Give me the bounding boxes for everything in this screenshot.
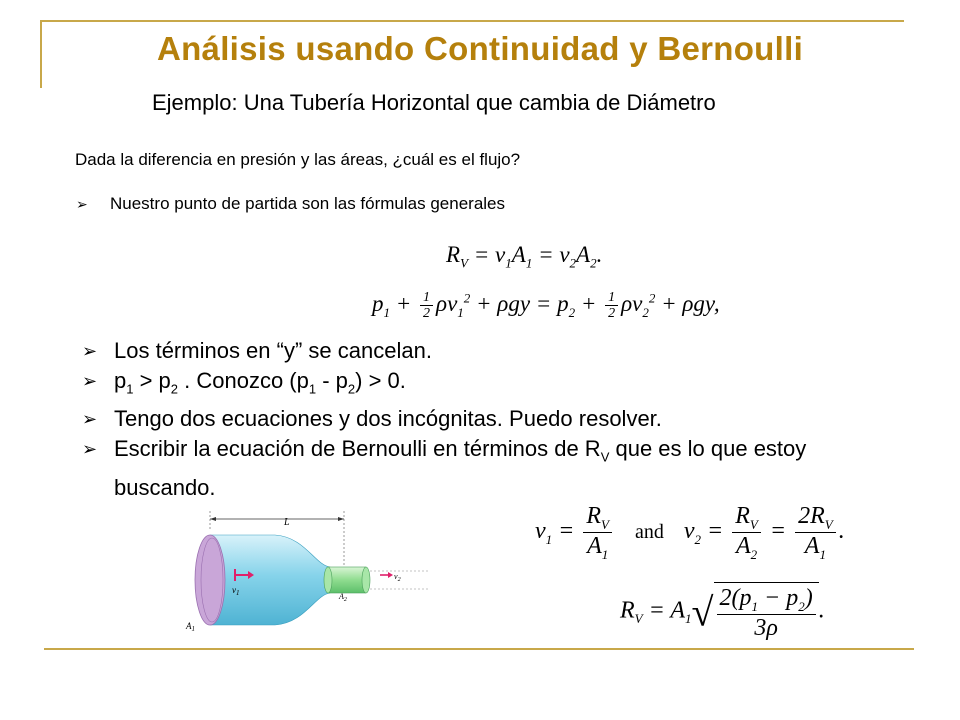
- flow-rate-equation: $R_V = A_1√$ $\frac{2(p_1 - p_2)}{3\rho}$ .: [620, 582, 825, 641]
- question-text: Dada la diferencia en presión y las áreas, ¿cuál es el flujo?: [75, 150, 521, 169]
- intro-bullet-text: Nuestro punto de partida son las fórmulas generales: [110, 194, 506, 213]
- velocity-2-arrow: [380, 572, 393, 578]
- intro-bullet: [76, 194, 505, 214]
- continuity-equation: $R_V = v_1A_1 = v_2A_2$.: [446, 242, 603, 271]
- arrow-bullet-icon: ➢: [82, 371, 98, 391]
- pipe-end-cap: [195, 535, 225, 625]
- list-item: ➢ Escribir la ecuación de Bernoulli en términos de $R_V$ que es lo que estoy buscando.: [82, 436, 807, 500]
- arrow-bullet-icon: ➢: [76, 195, 88, 212]
- slide-subtitle: Ejemplo: Una Tubería Horizontal que cambia de Diámetro: [152, 90, 716, 115]
- velocity-1-label: $v_1$: [232, 585, 240, 597]
- pipe-diagram: [180, 505, 430, 635]
- arrow-bullet-icon: ➢: [82, 439, 98, 460]
- bottom-rule: [44, 648, 914, 650]
- arrow-bullet-icon: ➢: [82, 341, 98, 361]
- top-rule: [40, 20, 904, 22]
- area-2-label: $A_2$: [339, 592, 347, 603]
- length-label: L: [284, 517, 290, 528]
- velocity-2-label: $v_2$: [394, 572, 401, 583]
- list-item: ➢ $p_1 > p_2$ . Conozco $(p_1 - p_2) > 0$.: [82, 368, 406, 397]
- bullet-list: [82, 336, 902, 503]
- narrow-pipe: [328, 567, 366, 593]
- arrow-bullet-icon: ➢: [82, 409, 98, 430]
- wide-pipe: [210, 535, 330, 625]
- area-1-label: $A_1$: [186, 621, 195, 633]
- bernoulli-equation: $p_1$ + $\frac{1}{2}$ $\rho v_1^2 + \rho gy = p_2$ + $\frac{1}{2}$ $\rho v_2^2 + \rho gy$,: [372, 290, 720, 322]
- velocity-equations: $v_1$ = $\frac{R_V}{A_1}$ and $v_2$ = $\frac{R_V}{A_2}$ = $\frac{2R_V}{A_1}$ .: [535, 503, 845, 562]
- list-item: ➢ Los términos en “y” se cancelan.: [82, 336, 902, 366]
- list-item: ➢ Tengo dos ecuaciones y dos incógnitas. Puedo resolver.: [82, 404, 902, 434]
- slide-title: Análisis usando Continuidad y Bernoulli: [156, 30, 804, 67]
